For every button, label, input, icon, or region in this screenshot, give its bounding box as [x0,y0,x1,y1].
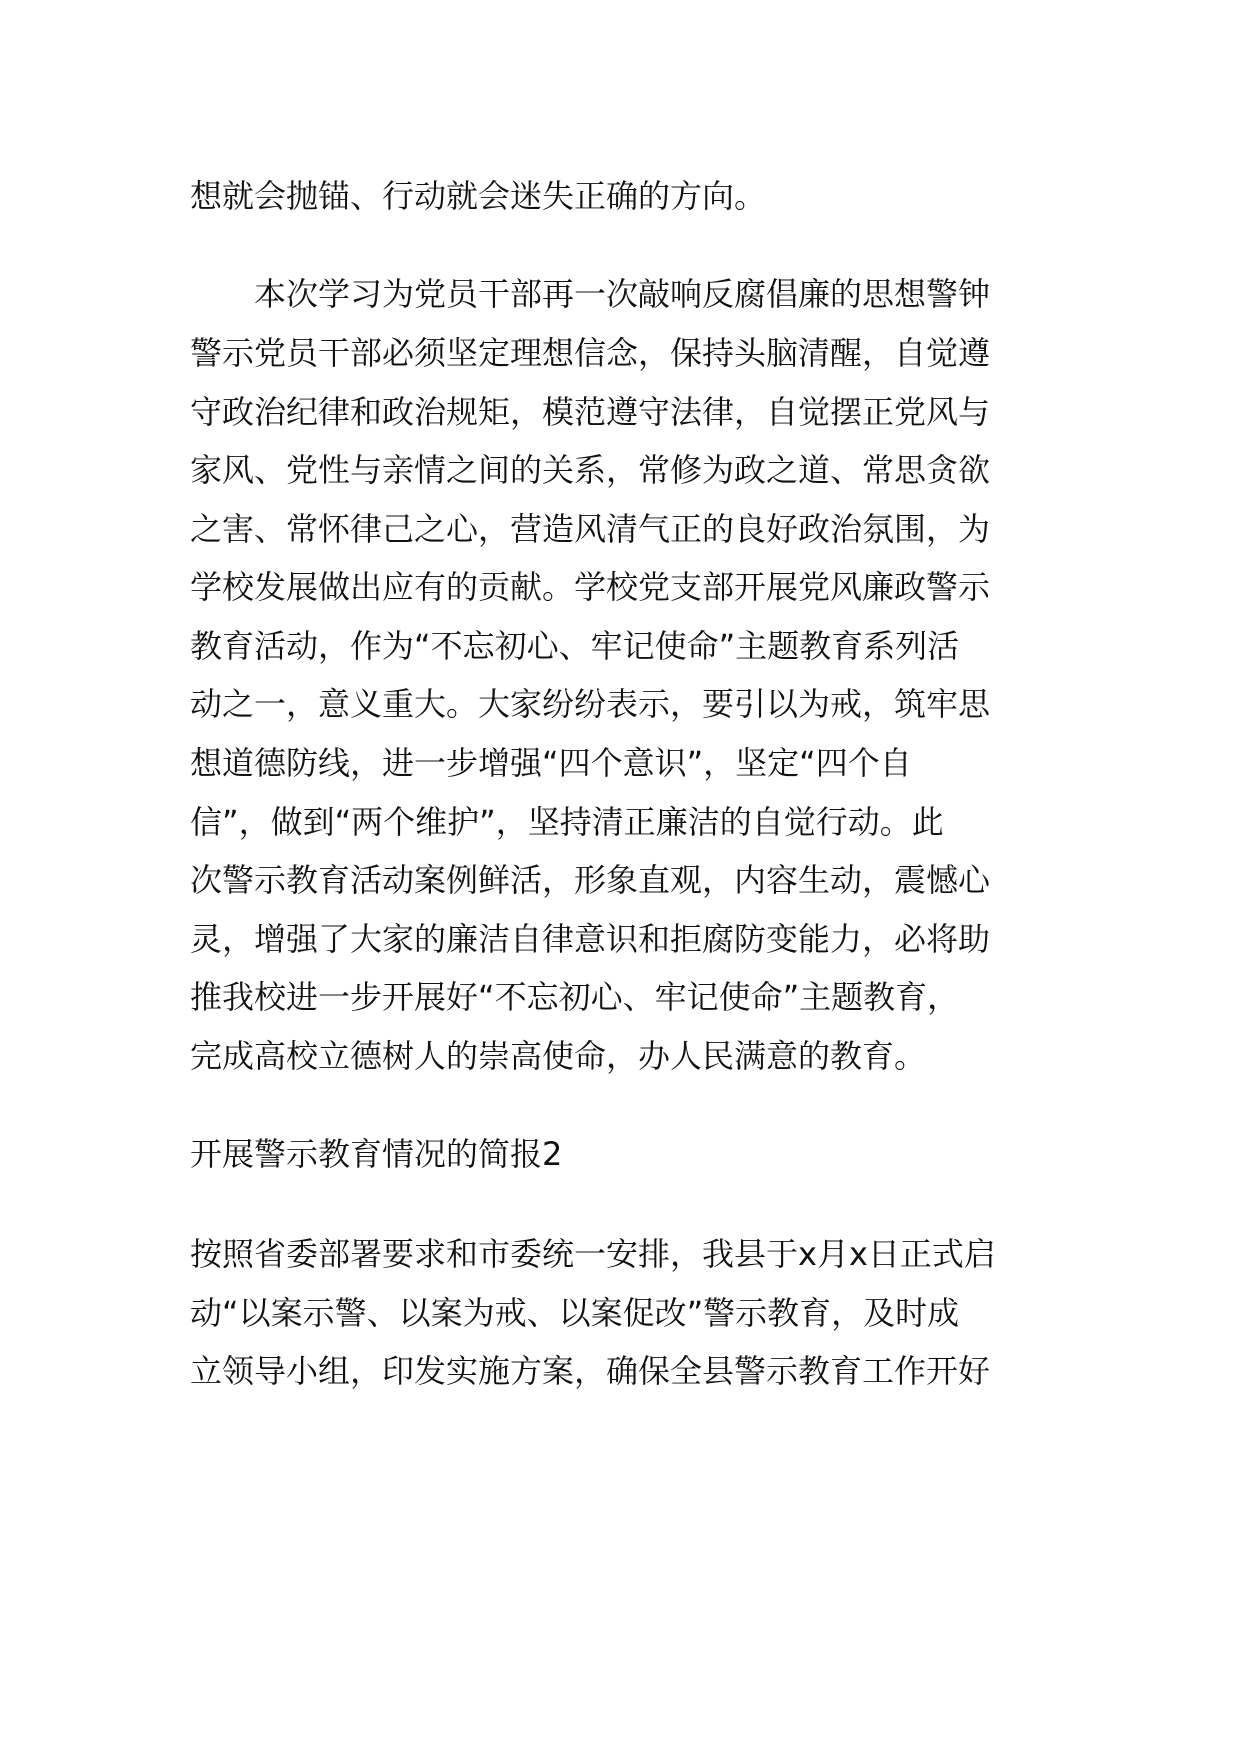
paragraph-line: 次警示教育活动案例鲜活，形象直观，内容生动，震憾心 [190,861,991,899]
paragraph-line: 本次学习为党员干部再一次敲响反腐倡廉的思想警钟 [254,275,991,313]
paragraph-line: 之害、常怀律己之心，营造风清气正的良好政治氛围，为 [190,510,991,548]
paragraph-line: 想道德防线，进一步增强“四个意识”，坚定“四个自 [190,744,912,782]
paragraph-line: 学校发展做出应有的贡献。学校党支部开展党风廉政警示 [190,568,991,606]
section-heading: 开展警示教育情况的简报2 [190,1135,563,1173]
paragraph-line: 推我校进一步开展好“不忘初心、牢记使命”主题教育， [190,978,960,1016]
paragraph-line: 完成高校立德树人的崇高使命，办人民满意的教育。 [190,1037,927,1075]
paragraph-line: 动“以案示警、以案为戒、以案促改”警示教育，及时成 [190,1294,960,1332]
paragraph-line: 想就会抛锚、行动就会迷失正确的方向。 [190,177,767,215]
paragraph-line: 信”，做到“两个维护”，坚持清正廉洁的自觉行动。此 [190,803,944,841]
paragraph-line: 灵，增强了大家的廉洁自律意识和拒腐防变能力，必将助 [190,920,991,958]
paragraph-line: 家风、党性与亲情之间的关系，常修为政之道、常思贪欲 [190,451,991,489]
paragraph-line: 警示党员干部必须坚定理想信念，保持头脑清醒，自觉遵 [190,334,991,372]
paragraph-line: 教育活动，作为“不忘初心、牢记使命”主题教育系列活 [190,627,960,665]
paragraph-line: 动之一，意义重大。大家纷纷表示，要引以为戒，筑牢思 [190,685,991,723]
paragraph-line: 按照省委部署要求和市委统一安排，我县于x月x日正式启 [190,1235,996,1273]
paragraph-line: 立领导小组，印发实施方案，确保全县警示教育工作开好 [190,1352,991,1390]
paragraph-line: 守政治纪律和政治规矩，模范遵守法律，自觉摆正党风与 [190,393,991,431]
